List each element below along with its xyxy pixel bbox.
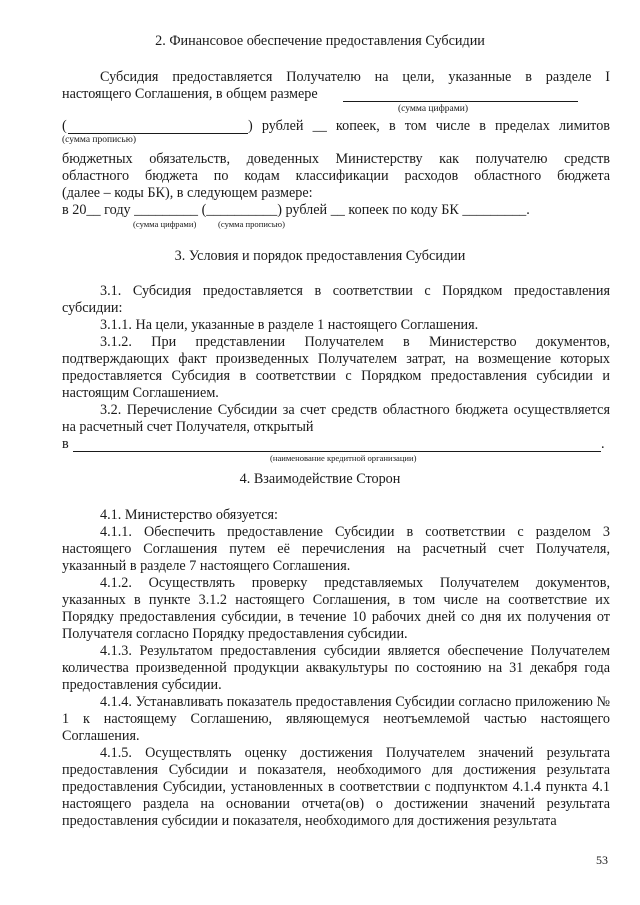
para-3-1: 3.1. Субсидия предоставляется в соответствии с Порядком предоставления субсидии: bbox=[62, 283, 610, 316]
para-4-1-2: 4.1.2. Осуществлять проверку представляемых Получателем документов, указанных в пункте 3.1.2 настоящего Соглашения, в том числе на соответствие их Порядку предоставления субсидии, в течение 10 рабочих дней со дня их получения от Получателя согласно Порядку предоставления субсидии. bbox=[62, 575, 610, 642]
section-4-heading: 4. Взаимодействие Сторон bbox=[239, 471, 401, 487]
para-4-1-3: 4.1.3. Результатом предоставления субсидии является обеспечение Получателем количества произведенной продукции аквакультуры по состоянию на 31 декабря года предоставления субсидии. bbox=[62, 643, 610, 693]
para-4-1-5: 4.1.5. Осуществлять оценку достижения Получателем значений результата предоставления Субсидии и показателя, необходимого для достижения результата предоставления Субсидии, установленных в соответствии с подпунктом 4.1.4 пункта 4.1 настоящего раздела на основании отчета(ов) о достижении значений результата предоставления субсидии и показателя, необходимого для достижения результата bbox=[62, 745, 610, 829]
para-4-1-1: 4.1.1. Обеспечить предоставление Субсидии в соответствии с разделом 3 настоящего Соглашения путем её перечисления на расчетный счет Получателя, указанный в разделе 7 настоящего Соглашения. bbox=[62, 524, 610, 574]
section-2-line-3: ) рублей __ копеек, в том числе в пределах лимитов bbox=[248, 118, 610, 134]
section-2-heading: 2. Финансовое обеспечение предоставления Субсидии bbox=[155, 33, 485, 49]
section-2-line-7: в 20__ году _________ (__________) рублей __ копеек по коду БК _________. bbox=[62, 202, 530, 218]
para-3-1-1: 3.1.1. На цели, указанные в разделе 1 настоящего Соглашения. bbox=[100, 317, 479, 333]
para-3-2: 3.2. Перечисление Субсидии за счет средств областного бюджета осуществляется на расчетный счет Получателя, открытый bbox=[62, 402, 610, 435]
bank-name-blank bbox=[73, 451, 601, 452]
section-4-body bbox=[62, 507, 610, 830]
hint-bank-name: (наименование кредитной организации) bbox=[270, 453, 417, 463]
bank-prefix: в bbox=[62, 436, 69, 452]
hint-small-words: (сумма прописью) bbox=[218, 219, 285, 229]
section-2-line-6: (далее – коды БК), в следующем размере: bbox=[62, 185, 313, 201]
hint-small-digits: (сумма цифрами) bbox=[133, 219, 197, 229]
section-3-body bbox=[62, 283, 610, 436]
hint-amount-digits: (сумма цифрами) bbox=[398, 104, 468, 114]
amount-digits-blank bbox=[343, 101, 578, 102]
section-2-line-2: настоящего Соглашения, в общем размере bbox=[62, 86, 318, 102]
para-4-1-4: 4.1.4. Устанавливать показатель предоставления Субсидии согласно приложению № 1 к настоящему Соглашению, являющемуся неотъемлемой частью настоящего Соглашения. bbox=[62, 694, 610, 744]
paren-open: ( bbox=[62, 118, 67, 134]
section-2-line-4: бюджетных обязательств, доведенных Министерству как получателю средств bbox=[62, 151, 610, 167]
para-3-1-2: 3.1.2. При представлении Получателем в Министерство документов, подтверждающих факт произведенных Получателем затрат, на возмещение которых предоставляется Субсидия в соответствии с Порядком предоставления субсидии и настоящим Соглашением. bbox=[62, 334, 610, 401]
page-number: 53 bbox=[596, 853, 608, 867]
amount-words-blank bbox=[68, 133, 248, 134]
section-2-line-5: областного бюджета по кодам классификации расходов областного бюджета bbox=[62, 168, 610, 184]
section-3-heading: 3. Условия и порядок предоставления Субсидии bbox=[174, 248, 466, 264]
para-4-1: 4.1. Министерство обязуется: bbox=[100, 507, 278, 523]
section-2-line-1: Субсидия предоставляется Получателю на цели, указанные в разделе I bbox=[100, 69, 610, 85]
hint-amount-words: (сумма прописью) bbox=[62, 135, 136, 145]
bank-line-end: . bbox=[601, 436, 605, 452]
